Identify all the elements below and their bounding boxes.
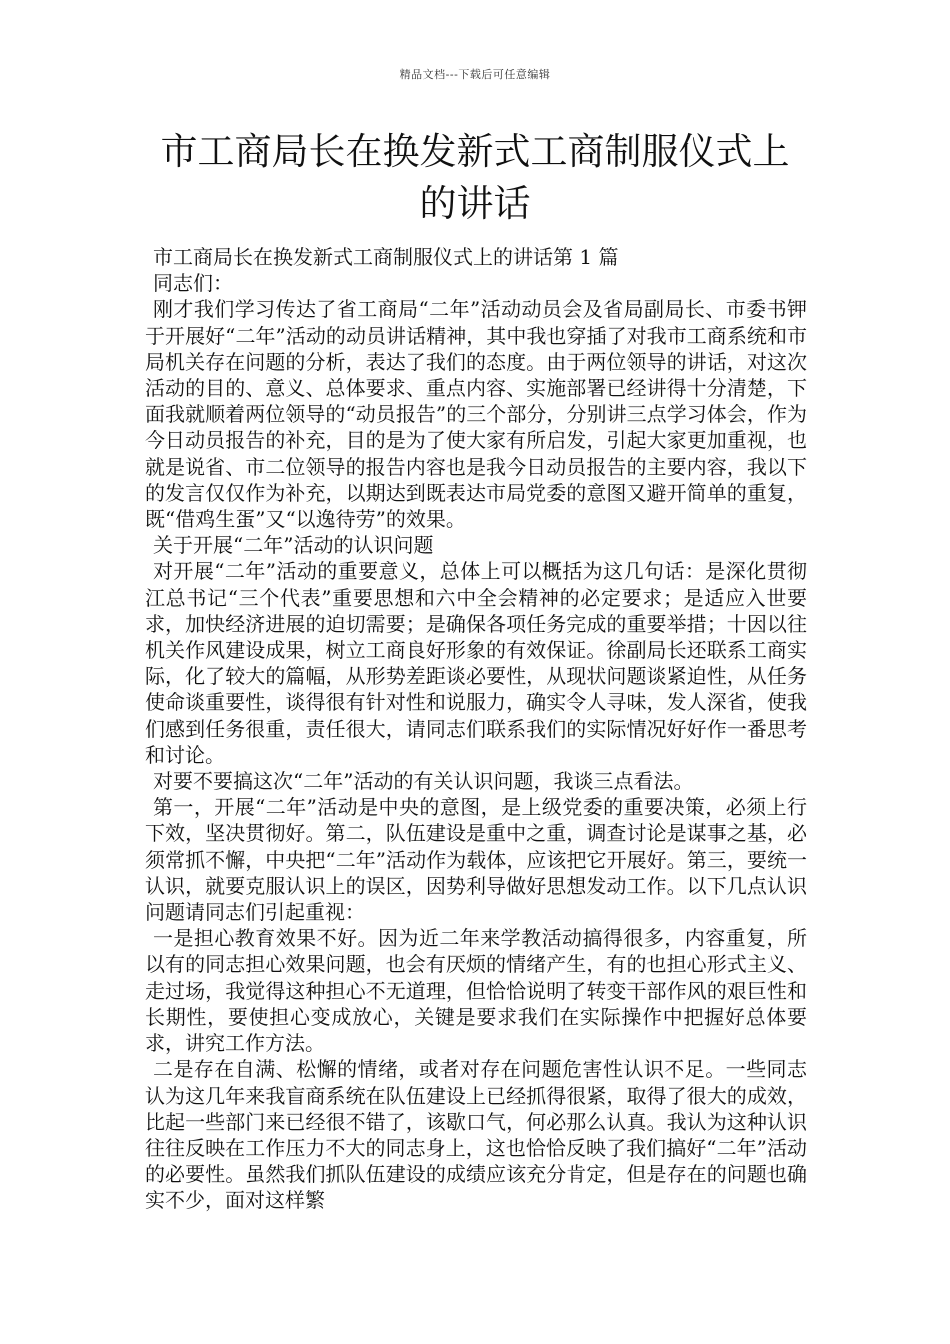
body-paragraph: 一是担心教育效果不好。因为近二年来学教活动搞得很多，内容重复，所以有的同志担心效果问题，也会有厌烦的情绪产生，有的也担心形式主义、走过场，我觉得这种担心不无道理，但恰恰说明了转变干部作风的艰巨性和长期性，要使担心变成放心，关键是要求我们在实际操作中把握好总体要求，讲究工作方法。 <box>145 926 807 1056</box>
subtitle-line: 市工商局长在换发新式工商制服仪式上的讲话第 1 篇 <box>153 245 619 269</box>
body-paragraph: 刚才我们学习传达了省工商局“二年”活动动员会及省局副局长、市委书钾于开展好“二年”活动的动员讲话精神，其中我也穿插了对我市工商系统和市局机关存在问题的分析，表达了我们的态度。由于两位领导的讲话，对这次活动的目的、意义、总体要求、重点内容、实施部署已经讲得十分清楚，下面我就顺着两位领导的“动员报告”的三个部分，分别讲三点学习体会，作为今日动员报告的补充，目的是为了使大家有所启发，引起大家更加重视，也就是说省、市二位领导的报告内容也是我今日动员报告的主要内容，我以下的发言仅仅作为补充，以期达到既表达市局党委的意图又避开简单的重复，既“借鸡生蛋”又“以逸待劳”的效果。 <box>145 297 807 532</box>
body-paragraph: 对要不要搞这次“二年”活动的有关认识问题，我谈三点看法。 <box>153 769 694 794</box>
header-note: 精品文档---下载后可任意编辑 <box>399 68 551 81</box>
document-body <box>145 244 807 1214</box>
body-paragraph: 二是存在自满、松懈的情绪，或者对存在问题危害性认识不足。一些同志认为这几年来我盲商系统在队伍建设上已经抓得很紧，取得了很大的成效，比起一些部门来已经很不错了，该歇口气，何必那么认真。我认为这种认识往往反映在工作压力不大的同志身上，这也恰恰反映了我们搞好“二年”活动的必要性。虽然我们抓队伍建设的成绩应该充分肯定，但是存在的问题也确实不少，面对这样繁 <box>145 1057 807 1213</box>
body-paragraph: 对开展“二年”活动的重要意义，总体上可以概括为这几句话：是深化贯彻江总书记“三个代表”重要思想和六中全会精神的必定要求；是适应入世要求，加快经济进展的迫切需要；是确保各项任务完成的重要举措；十因以往机关作风建设成果，树立工商良好形象的有效保证。徐副局长还联系工商实际，化了较大的篇幅，从形势差距谈必要性，从现状问题谈紧迫性，从任务使命谈重要性，谈得很有针对性和说服力，确实令人寻味，发人深省，使我们感到任务很重，责任很大，请同志们联系我们的实际情况好好作一番思考和讨论。 <box>145 559 807 767</box>
body-paragraph: 第一，开展“二年”活动是中央的意图，是上级党委的重要决策，必须上行下效，坚决贯彻好。第二，队伍建设是重中之重，调查讨论是谋事之基，必须常抓不懈，中央把“二年”活动作为载体，应该把它开展好。第三，要统一认识，就要克服认识上的误区，因势利导做好思想发动工作。以下几点认识问题请同志们引起重视： <box>145 795 807 925</box>
section-heading: 关于开展“二年”活动的认识问题 <box>153 533 434 558</box>
salutation: 同志们： <box>153 271 233 296</box>
document-title: 市工商局长在换发新式工商制服仪式上的讲话 <box>160 130 790 225</box>
